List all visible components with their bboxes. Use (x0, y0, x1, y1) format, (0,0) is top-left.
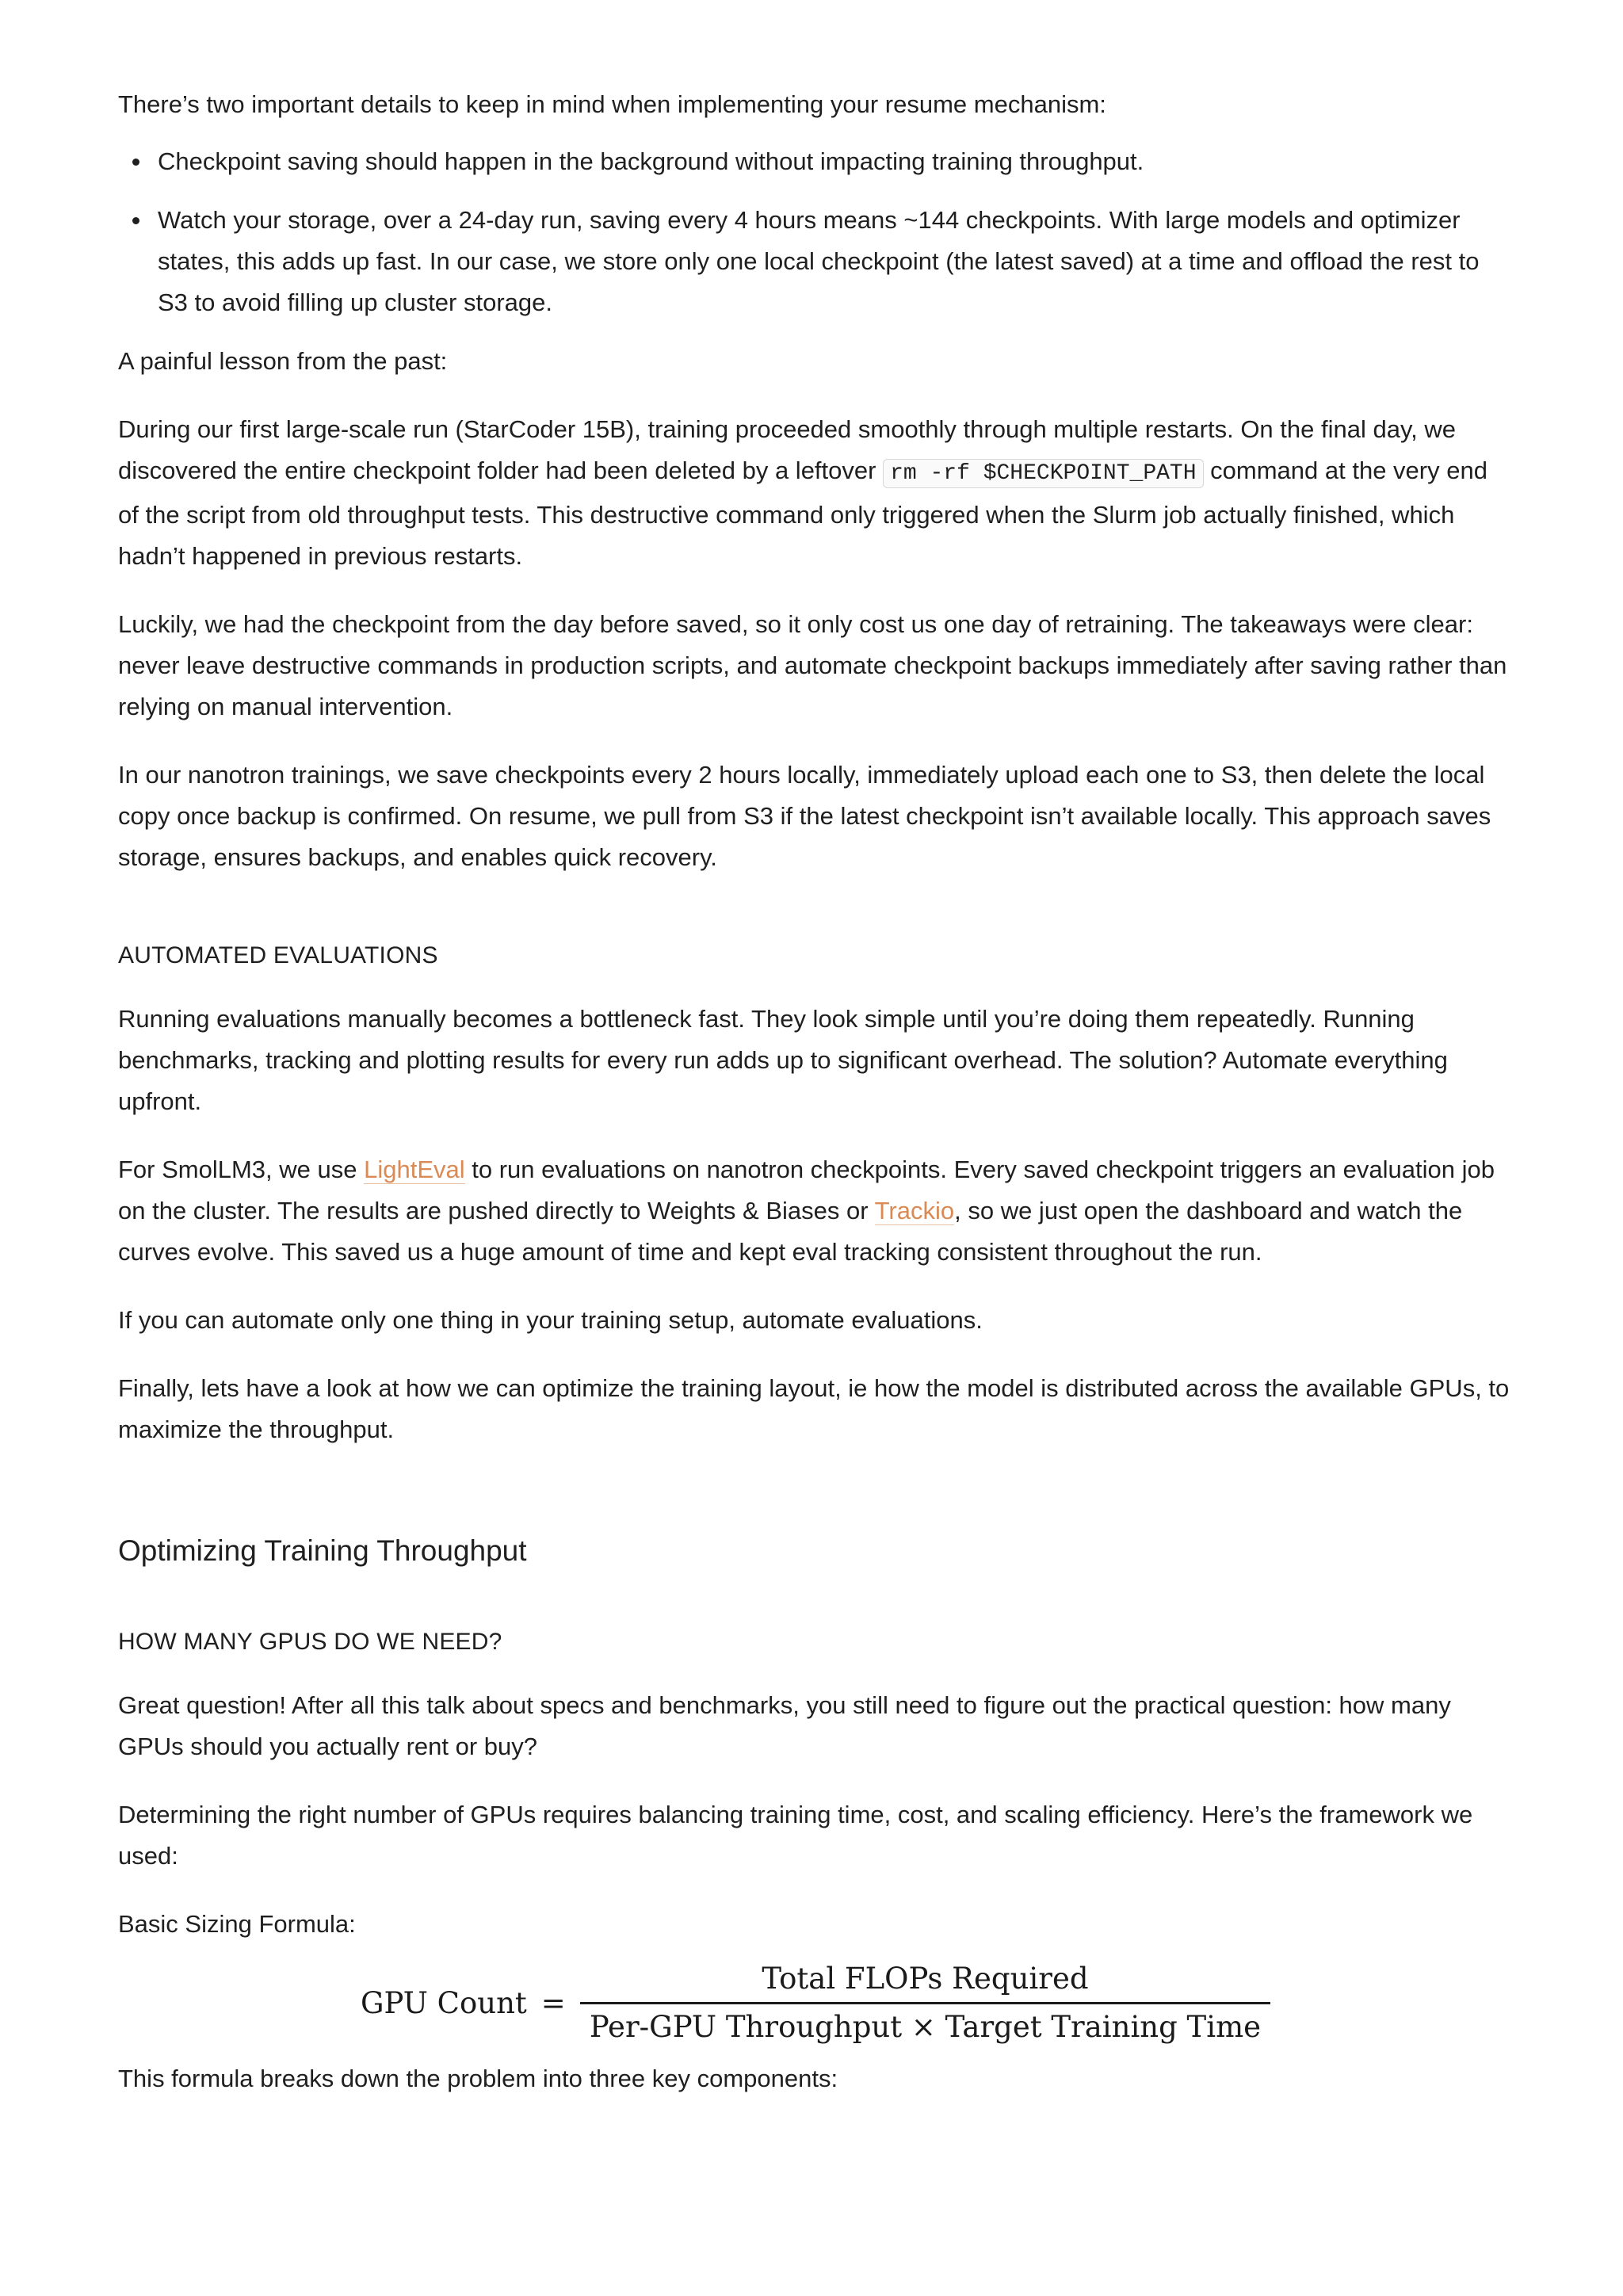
how-many-gpus-heading: HOW MANY GPUS DO WE NEED? (118, 1629, 502, 1655)
eval-paragraph-4: Finally, lets have a look at how we can optimize the training layout, ie how the model is distributed across the available GPUs, to maximize the throughput. (118, 1374, 1510, 1443)
list-item: Checkpoint saving should happen in the background without impacting training throughput. (158, 141, 1513, 182)
eval-paragraph-3: If you can automate only one thing in your training setup, automate evaluations. (118, 1306, 983, 1334)
lesson-paragraph (118, 409, 1513, 577)
lesson-intro: A painful lesson from the past: (118, 347, 448, 375)
formula-equals: = (540, 1986, 566, 2020)
trackio-link[interactable]: Trackio (874, 1197, 955, 1224)
resume-details-list (118, 141, 1513, 323)
eval-text-a: For SmolLM3, we use (118, 1156, 365, 1183)
eval-text-b: to run evaluations on nanotron checkpoints. Every saved checkpoint triggers an evaluation job on the cluster. The results are pushed directly to Weights & Biases or (118, 1156, 1495, 1224)
gpu-count-formula (118, 1961, 1513, 2046)
eval-text-c: , so we just open the dashboard and watch the curves evolve. This saved us a huge amount of time and kept eval tracking consistent throughout the run. (118, 1197, 1463, 1266)
lesson-text-after: command at the very end of the script from old throughput tests. This destructive command only triggered when the Slurm job actually finished, which hadn’t happened in previous restarts. (118, 457, 1487, 570)
resume-intro: There’s two important details to keep in mind when implementing your resume mechanism: (118, 90, 1106, 118)
formula-breakdown-paragraph: This formula breaks down the problem into three key components: (118, 2065, 838, 2092)
lesson-text-before: During our first large-scale run (StarCoder 15B), training proceeded smoothly through multiple restarts. On the final day, we discovered the entire checkpoint folder had been deleted by a leftover (118, 415, 1457, 484)
formula-fraction (580, 1961, 1270, 2046)
checkpoint-rm-command: rm -rf $CHECKPOINT_PATH (883, 459, 1203, 488)
formula-numerator: Total FLOPs Required (762, 1962, 1089, 1996)
nanotron-paragraph: In our nanotron trainings, we save checkpoints every 2 hours locally, immediately upload each one to S3, then delete the local copy once backup is confirmed. On resume, we pull from S3 if the latest checkpoint isn’t available locally. This approach saves storage, ensures backups, and enables quick recovery. (118, 761, 1491, 871)
eval-paragraph-1: Running evaluations manually becomes a bottleneck fast. They look simple until you’re doing them repeatedly. Running benchmarks, tracking and plotting results for every run adds up to significant overhead. The solution? Automate everything upfront. (118, 1005, 1448, 1115)
takeaway-paragraph: Luckily, we had the checkpoint from the day before saved, so it only cost us one day of retraining. The takeaways were clear: never leave destructive commands in production scripts, and automate checkpoint backups immediately after saving rather than relying on manual intervention. (118, 610, 1507, 720)
article-body (118, 84, 1513, 2099)
optimizing-throughput-title: Optimizing Training Throughput (118, 1534, 527, 1567)
formula-label: Basic Sizing Formula: (118, 1910, 356, 1938)
automated-evaluations-heading: AUTOMATED EVALUATIONS (118, 942, 438, 968)
formula-denominator: Per-GPU Throughput × Target Training Time (589, 2010, 1262, 2044)
gpus-paragraph-2: Determining the right number of GPUs requires balancing training time, cost, and scaling efficiency. Here’s the framework we used: (118, 1801, 1473, 1870)
lighteval-link[interactable]: LightEval (364, 1156, 465, 1183)
formula-lhs: GPU Count (360, 1986, 527, 2020)
eval-paragraph-2 (118, 1149, 1513, 1273)
gpus-paragraph-1: Great question! After all this talk about specs and benchmarks, you still need to figure out the practical question: how many GPUs should you actually rent or buy? (118, 1691, 1451, 1760)
list-item: Watch your storage, over a 24-day run, saving every 4 hours means ~144 checkpoints. With large models and optimizer states, this adds up fast. In our case, we store only one local checkpoint (the latest saved) at a time and offload the rest to S3 to avoid filling up cluster storage. (158, 200, 1513, 323)
